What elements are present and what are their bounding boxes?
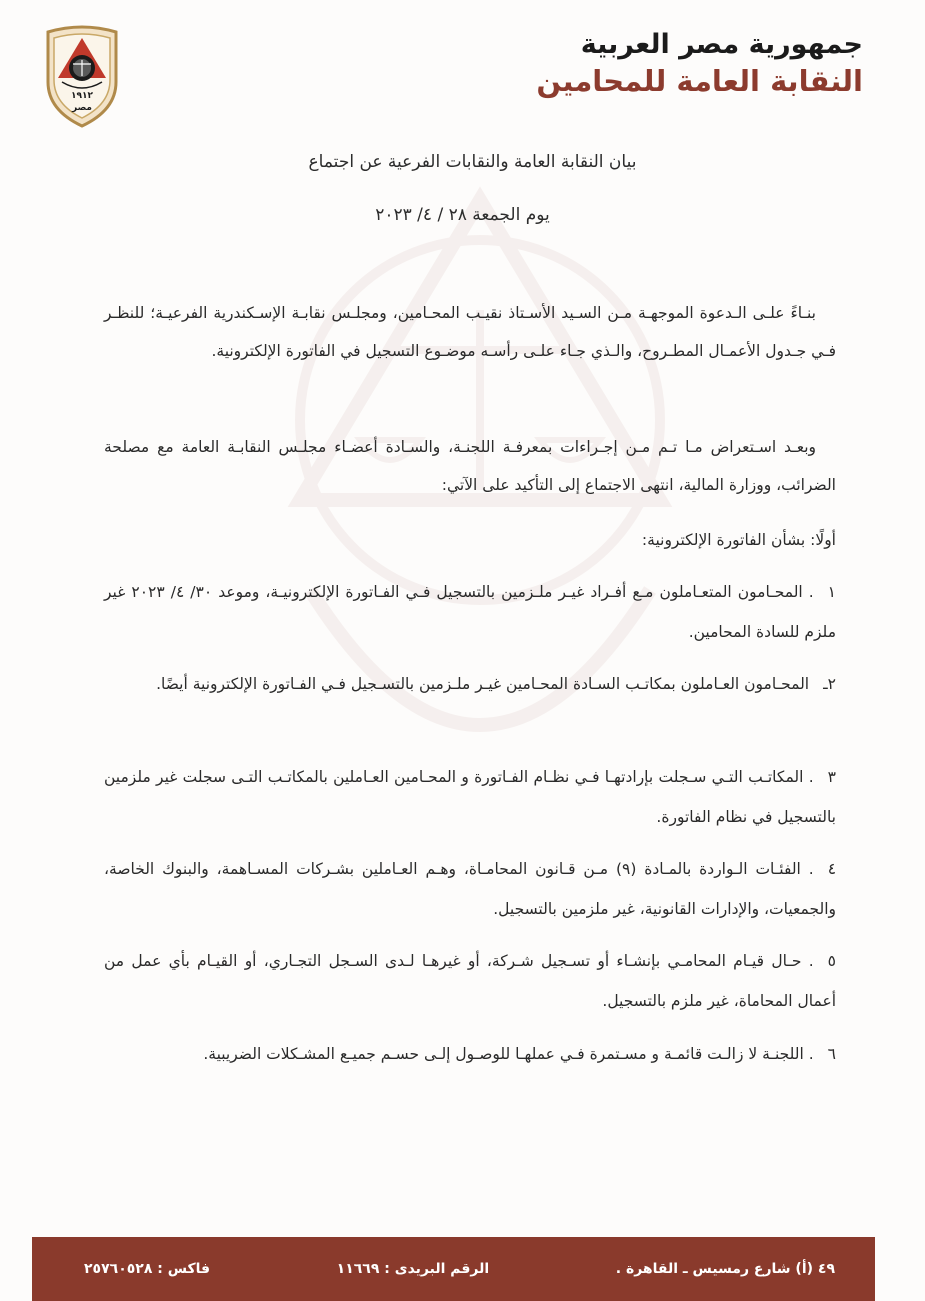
syndicate-name: النقابة العامة للمحامين bbox=[536, 64, 863, 98]
list-item-text: المحـامون العـاملون بمكاتـب السـادة المحـامين غيـر ملـزمين بالتسـجيل فـي الفـاتورة الإلكترونية أيضًا. bbox=[156, 675, 810, 693]
list-item-number: ٢ـ bbox=[823, 675, 836, 693]
list-item-text: . اللجنـة لا زالـت قائمـة و مسـتمرة فـي عملهـا للوصـول إلـى حسـم جميـع المشـكلات الضريبية. bbox=[203, 1045, 814, 1063]
review-paragraph: وبعـد اسـتعراض مـا تـم مـن إجـراءات بمعرفـة اللجنـة، والسـادة أعضـاء مجلـس النقابـة العامة مع مصلحة الضرائب، ووزارة المالية، انتهى الاجتماع إلى التأكيد على الآتي: bbox=[104, 438, 836, 494]
list-item-number: ٤ bbox=[827, 860, 837, 878]
intro-paragraph: بنـاءً علـى الـدعوة الموجهـة مـن السـيد الأسـتاذ نقيـب المحـامين، ومجلـس نقابـة الإسـكندرية الفرعيـة؛ للنظـر فـي جـدول الأعمـال المطـروح، والـذي جـاء علـى رأسـه موضـوع التسجيل في الفاتورة الإلكترونية. bbox=[104, 304, 836, 360]
list-item-number: ٦ bbox=[827, 1045, 836, 1063]
list-item bbox=[104, 941, 836, 1021]
list-item-text: . الفئـات الـواردة بالمـادة (٩) مـن قـانون المحامـاة، وهـم العـاملين بشـركات المسـاهمة، والبنوك الخاصة، والجمعيات، والإدارات القانونية، غير ملزمين بالتسجيل. bbox=[104, 860, 836, 918]
list-item bbox=[104, 849, 836, 929]
footer-postal-code: الرقم البريدى : ١١٦٦٩ bbox=[336, 1261, 490, 1277]
logo-country: مصر bbox=[71, 103, 93, 113]
list-item-text: . حـال قيـام المحامـي بإنشـاء أو تسـجيل شـركة، أو غيرهـا لـدى السـجل التجـاري، أو القيـام بأي عمل من أعمال المحاماة، غير ملزم بالتسجيل. bbox=[104, 952, 836, 1010]
footer-bar bbox=[32, 1237, 875, 1301]
list-item-number: ٥ bbox=[827, 952, 836, 970]
section-heading-first: أولًا: بشأن الفاتورة الإلكترونية: bbox=[641, 531, 836, 549]
list-item bbox=[104, 664, 836, 704]
syndicate-logo bbox=[42, 24, 122, 128]
list-item-number: ٣ bbox=[827, 768, 836, 786]
letterhead bbox=[536, 28, 863, 100]
statement-title: بيان النقابة العامة والنقابات الفرعية عن اجتماع bbox=[308, 152, 637, 172]
list-item-number: ١ bbox=[827, 583, 836, 601]
logo-year: ١٩١٢ bbox=[71, 91, 93, 101]
list-item bbox=[104, 757, 836, 837]
statement-date: يوم الجمعة ٢٨ / ٤/ ٢٠٢٣ bbox=[375, 205, 550, 225]
footer-fax: فاكس : ٢٥٧٦٠٥٢٨ bbox=[84, 1261, 211, 1277]
watermark-emblem bbox=[270, 160, 690, 860]
list-item bbox=[104, 1034, 836, 1074]
footer-address: ٤٩ (أ) شارع رمسيس ـ القاهرة . bbox=[615, 1261, 835, 1277]
country-name: جمهورية مصر العربية bbox=[580, 29, 863, 60]
list-item bbox=[104, 572, 836, 652]
list-item-text: . المحـامون المتعـاملون مـع أفـراد غيـر ملـزمين بالتسجيل فـي الفـاتورة الإلكترونيـة، وموعد ٣٠/ ٤/ ٢٠٢٣ غير ملزم للسادة المحامين. bbox=[104, 583, 836, 641]
list-item-text: . المكاتـب التـي سـجلت بإرادتهـا فـي نظـام الفـاتورة و المحـامين العـاملين بالمكاتـب التـى سجلت غير ملزمين بالتسجيل في نظام الفاتورة. bbox=[104, 768, 836, 826]
